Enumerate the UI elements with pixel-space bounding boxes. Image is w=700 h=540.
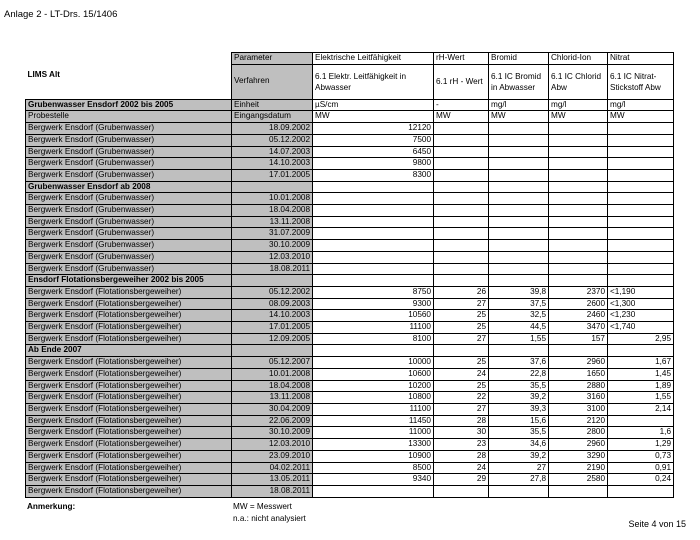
table-row — [26, 263, 674, 275]
nitrat-cell: 0,91 — [608, 462, 674, 474]
rh-wert-cell: 22 — [434, 392, 489, 404]
leitfaehigkeit-cell — [313, 193, 434, 205]
nitrat-cell: <1,190 — [608, 286, 674, 298]
rh-wert-cell — [434, 169, 489, 181]
rh-wert-cell — [434, 134, 489, 146]
chlorid-cell: 1650 — [549, 368, 608, 380]
eingangsdatum-cell: 05.12.2007 — [232, 357, 313, 369]
rh-wert-cell — [434, 123, 489, 135]
chlorid-cell: 3100 — [549, 403, 608, 415]
leitfaehigkeit-cell: 9340 — [313, 474, 434, 486]
bromid-cell — [489, 240, 549, 252]
rh-wert-cell — [434, 216, 489, 228]
nitrat-cell — [608, 485, 674, 497]
nitrat-cell: 1,89 — [608, 380, 674, 392]
probestelle-cell: Bergwerk Ensdorf (Flotationsbergeweiher) — [26, 403, 232, 415]
rh-wert-cell: 27 — [434, 298, 489, 310]
chlorid-cell: 2960 — [549, 357, 608, 369]
nitrat-cell — [608, 169, 674, 181]
nitrat-cell: 0,24 — [608, 474, 674, 486]
probestelle-cell: Bergwerk Ensdorf (Flotationsbergeweiher) — [26, 439, 232, 451]
einheit-col-chlorid: mg/l — [549, 99, 608, 111]
nitrat-cell — [608, 134, 674, 146]
eingangsdatum-cell: 10.01.2008 — [232, 368, 313, 380]
param-col-nitrat: Nitrat — [608, 53, 674, 65]
table-row — [26, 216, 674, 228]
table-row — [26, 462, 674, 474]
rh-wert-cell: 25 — [434, 322, 489, 334]
leitfaehigkeit-cell: 11100 — [313, 403, 434, 415]
bromid-cell: 34,6 — [489, 439, 549, 451]
einheit-col-bromid: mg/l — [489, 99, 549, 111]
eingangsdatum-cell: 12.03.2010 — [232, 439, 313, 451]
chlorid-cell — [549, 216, 608, 228]
eingangsdatum-cell: 17.01.2005 — [232, 169, 313, 181]
chlorid-cell — [549, 134, 608, 146]
eingangsdatum-cell: 23.09.2010 — [232, 450, 313, 462]
nitrat-cell: 1,55 — [608, 392, 674, 404]
bromid-cell: 32,5 — [489, 310, 549, 322]
eingangsdatum-cell: 30.04.2009 — [232, 403, 313, 415]
leitfaehigkeit-cell — [313, 263, 434, 275]
probestelle-cell: Bergwerk Ensdorf (Grubenwasser) — [26, 134, 232, 146]
param-col-bromid: Bromid — [489, 53, 549, 65]
eingangsdatum-cell: 17.01.2005 — [232, 322, 313, 334]
mw-col-bromid: MW — [489, 111, 549, 123]
rh-wert-cell — [434, 158, 489, 170]
probestelle-cell: Bergwerk Ensdorf (Flotationsbergeweiher) — [26, 474, 232, 486]
rh-wert-cell: 28 — [434, 450, 489, 462]
bromid-cell — [489, 251, 549, 263]
table-row — [26, 240, 674, 252]
nitrat-cell — [608, 216, 674, 228]
probestelle-cell: Bergwerk Ensdorf (Grubenwasser) — [26, 123, 232, 135]
leitfaehigkeit-cell: 8100 — [313, 333, 434, 345]
eingangsdatum-cell: 22.06.2009 — [232, 415, 313, 427]
probestelle-cell: Bergwerk Ensdorf (Grubenwasser) — [26, 193, 232, 205]
eingangsdatum-cell: 13.05.2011 — [232, 474, 313, 486]
rh-wert-cell — [434, 205, 489, 217]
probestelle-cell: Bergwerk Ensdorf (Flotationsbergeweiher) — [26, 392, 232, 404]
rh-wert-cell — [434, 251, 489, 263]
rh-wert-cell — [434, 263, 489, 275]
param-col-leitfaehigkeit: Elektrische Leitfähigkeit — [313, 53, 434, 65]
eingangsdatum-cell: 13.11.2008 — [232, 392, 313, 404]
lims-label-cell — [26, 53, 232, 100]
rh-wert-cell: 25 — [434, 357, 489, 369]
table-row — [26, 322, 674, 334]
table-row — [26, 123, 674, 135]
nitrat-cell: 1,67 — [608, 357, 674, 369]
section-empty-cell — [434, 275, 489, 287]
section-row — [26, 345, 674, 357]
section-date-cell — [232, 275, 313, 287]
chlorid-cell: 3160 — [549, 392, 608, 404]
notes-label: Anmerkung: — [27, 502, 76, 511]
rh-wert-cell — [434, 485, 489, 497]
eingangsdatum-cell: 30.10.2009 — [232, 240, 313, 252]
rh-wert-cell — [434, 240, 489, 252]
probestelle-cell: Bergwerk Ensdorf (Flotationsbergeweiher) — [26, 357, 232, 369]
table-row — [26, 474, 674, 486]
leitfaehigkeit-cell: 11450 — [313, 415, 434, 427]
table-row — [26, 380, 674, 392]
bromid-cell: 22,8 — [489, 368, 549, 380]
eingangsdatum-cell: 31.07.2009 — [232, 228, 313, 240]
param-col-chlorid: Chlorid-Ion — [549, 53, 608, 65]
leitfaehigkeit-cell — [313, 216, 434, 228]
probestelle-cell: Bergwerk Ensdorf (Grubenwasser) — [26, 228, 232, 240]
table-row — [26, 368, 674, 380]
probestelle-cell: Bergwerk Ensdorf (Flotationsbergeweiher) — [26, 322, 232, 334]
table-row — [26, 286, 674, 298]
rh-wert-cell: 27 — [434, 333, 489, 345]
verfahren-col-leitfaehigkeit: 6.1 Elektr. Leitfähigkeit in Abwasser — [313, 64, 434, 99]
chlorid-cell: 2880 — [549, 380, 608, 392]
table-row — [26, 251, 674, 263]
section-empty-cell — [434, 181, 489, 193]
leitfaehigkeit-cell: 12120 — [313, 123, 434, 135]
nitrat-cell — [608, 123, 674, 135]
rh-wert-cell — [434, 146, 489, 158]
chlorid-cell: 2370 — [549, 286, 608, 298]
nitrat-cell — [608, 228, 674, 240]
eingangsdatum-cell: 18.04.2008 — [232, 380, 313, 392]
table-row — [26, 228, 674, 240]
notes-line-na: n.a.: nicht analysiert — [233, 514, 306, 523]
rh-wert-cell: 23 — [434, 439, 489, 451]
chlorid-cell — [549, 251, 608, 263]
probestelle-cell: Bergwerk Ensdorf (Flotationsbergeweiher) — [26, 462, 232, 474]
rh-wert-cell: 28 — [434, 415, 489, 427]
section-row — [26, 181, 674, 193]
probestelle-cell: Bergwerk Ensdorf (Grubenwasser) — [26, 240, 232, 252]
bromid-cell: 37,6 — [489, 357, 549, 369]
chlorid-cell — [549, 263, 608, 275]
bromid-cell — [489, 158, 549, 170]
einheit-col-rh-wert: - — [434, 99, 489, 111]
section-empty-cell — [313, 275, 434, 287]
leitfaehigkeit-cell: 8500 — [313, 462, 434, 474]
bromid-cell — [489, 169, 549, 181]
probestelle-cell: Bergwerk Ensdorf (Grubenwasser) — [26, 146, 232, 158]
leitfaehigkeit-cell: 8750 — [313, 286, 434, 298]
leitfaehigkeit-cell — [313, 228, 434, 240]
probestelle-cell: Bergwerk Ensdorf (Grubenwasser) — [26, 251, 232, 263]
eingangsdatum-cell: 18.08.2011 — [232, 263, 313, 275]
nitrat-cell: 1,29 — [608, 439, 674, 451]
leitfaehigkeit-cell: 9800 — [313, 158, 434, 170]
bromid-cell — [489, 205, 549, 217]
probestelle-label: Probestelle — [26, 111, 232, 123]
mw-col-rh-wert: MW — [434, 111, 489, 123]
section-heading: Ab Ende 2007 — [26, 345, 232, 357]
nitrat-cell: <1,740 — [608, 322, 674, 334]
header-row-probestelle — [26, 111, 674, 123]
probestelle-cell: Bergwerk Ensdorf (Flotationsbergeweiher) — [26, 450, 232, 462]
bromid-cell: 35,5 — [489, 427, 549, 439]
leitfaehigkeit-cell: 6450 — [313, 146, 434, 158]
verfahren-label: Verfahren — [232, 64, 313, 99]
table-row — [26, 298, 674, 310]
probestelle-cell: Bergwerk Ensdorf (Flotationsbergeweiher) — [26, 380, 232, 392]
rh-wert-cell: 27 — [434, 403, 489, 415]
bromid-cell: 1,55 — [489, 333, 549, 345]
section-empty-cell — [608, 275, 674, 287]
bromid-cell: 39,2 — [489, 392, 549, 404]
page-number: Seite 4 von 15 — [628, 519, 686, 529]
eingangsdatum-cell: 12.03.2010 — [232, 251, 313, 263]
probestelle-cell: Bergwerk Ensdorf (Flotationsbergeweiher) — [26, 286, 232, 298]
eingangsdatum-cell: 05.12.2002 — [232, 134, 313, 146]
chlorid-cell: 2960 — [549, 439, 608, 451]
verfahren-col-chlorid: 6.1 IC Chlorid Abw — [549, 64, 608, 99]
chlorid-cell — [549, 205, 608, 217]
section-empty-cell — [313, 181, 434, 193]
table-row — [26, 333, 674, 345]
section-empty-cell — [549, 181, 608, 193]
leitfaehigkeit-cell: 9300 — [313, 298, 434, 310]
section-heading: Grubenwasser Ensdorf 2002 bis 2005 — [26, 99, 232, 111]
nitrat-cell: 2,95 — [608, 333, 674, 345]
rh-wert-cell: 30 — [434, 427, 489, 439]
section-empty-cell — [549, 345, 608, 357]
bromid-cell: 39,2 — [489, 450, 549, 462]
nitrat-cell: 2,14 — [608, 403, 674, 415]
bromid-cell: 37,5 — [489, 298, 549, 310]
chlorid-cell — [549, 146, 608, 158]
table-row — [26, 146, 674, 158]
eingangsdatum-cell: 30.10.2009 — [232, 427, 313, 439]
chlorid-cell — [549, 123, 608, 135]
probestelle-cell: Bergwerk Ensdorf (Flotationsbergeweiher) — [26, 298, 232, 310]
chlorid-cell: 3290 — [549, 450, 608, 462]
section-date-cell — [232, 181, 313, 193]
section-empty-cell — [434, 345, 489, 357]
rh-wert-cell — [434, 228, 489, 240]
probestelle-cell: Bergwerk Ensdorf (Flotationsbergeweiher) — [26, 427, 232, 439]
section-heading: Ensdorf Flotationsbergeweiher 2002 bis 2005 — [26, 275, 232, 287]
chlorid-cell: 2120 — [549, 415, 608, 427]
table-row — [26, 485, 674, 497]
probestelle-cell: Bergwerk Ensdorf (Flotationsbergeweiher) — [26, 415, 232, 427]
eingangsdatum-label: Eingangsdatum — [232, 111, 313, 123]
chlorid-cell: 2800 — [549, 427, 608, 439]
nitrat-cell — [608, 415, 674, 427]
rh-wert-cell: 29 — [434, 474, 489, 486]
leitfaehigkeit-cell: 13300 — [313, 439, 434, 451]
nitrat-cell — [608, 146, 674, 158]
leitfaehigkeit-cell — [313, 240, 434, 252]
table-row — [26, 310, 674, 322]
probestelle-cell: Bergwerk Ensdorf (Grubenwasser) — [26, 205, 232, 217]
chlorid-cell: 2190 — [549, 462, 608, 474]
eingangsdatum-cell: 14.07.2003 — [232, 146, 313, 158]
einheit-label: Einheit — [232, 99, 313, 111]
eingangsdatum-cell: 04.02.2011 — [232, 462, 313, 474]
eingangsdatum-cell: 14.10.2003 — [232, 158, 313, 170]
probestelle-cell: Bergwerk Ensdorf (Flotationsbergeweiher) — [26, 333, 232, 345]
header-row-einheit — [26, 99, 674, 111]
verfahren-col-nitrat: 6.1 IC Nitrat-Stickstoff Abw — [608, 64, 674, 99]
nitrat-cell — [608, 263, 674, 275]
rh-wert-cell: 25 — [434, 310, 489, 322]
table-row — [26, 158, 674, 170]
table-row — [26, 169, 674, 181]
nitrat-cell: <1,300 — [608, 298, 674, 310]
leitfaehigkeit-cell: 8300 — [313, 169, 434, 181]
bromid-cell: 15,6 — [489, 415, 549, 427]
table-row — [26, 439, 674, 451]
eingangsdatum-cell: 13.11.2008 — [232, 216, 313, 228]
leitfaehigkeit-cell: 10900 — [313, 450, 434, 462]
bromid-cell — [489, 228, 549, 240]
rh-wert-cell: 25 — [434, 380, 489, 392]
probestelle-cell: Bergwerk Ensdorf (Flotationsbergeweiher) — [26, 485, 232, 497]
bromid-cell: 39,3 — [489, 403, 549, 415]
chlorid-cell: 2460 — [549, 310, 608, 322]
parameter-label: Parameter — [232, 53, 313, 65]
table-row — [26, 427, 674, 439]
leitfaehigkeit-cell: 10600 — [313, 368, 434, 380]
section-row — [26, 275, 674, 287]
table-row — [26, 403, 674, 415]
leitfaehigkeit-cell — [313, 485, 434, 497]
nitrat-cell — [608, 240, 674, 252]
einheit-col-leitfaehigkeit: µS/cm — [313, 99, 434, 111]
nitrat-cell: 0,73 — [608, 450, 674, 462]
table-row — [26, 205, 674, 217]
lims-data-table — [25, 52, 674, 498]
lims-label: LIMS Alt — [27, 70, 60, 80]
eingangsdatum-cell: 14.10.2003 — [232, 310, 313, 322]
chlorid-cell — [549, 240, 608, 252]
probestelle-cell: Bergwerk Ensdorf (Grubenwasser) — [26, 158, 232, 170]
bromid-cell — [489, 134, 549, 146]
chlorid-cell: 2600 — [549, 298, 608, 310]
bromid-cell: 27 — [489, 462, 549, 474]
rh-wert-cell: 24 — [434, 462, 489, 474]
mw-col-chlorid: MW — [549, 111, 608, 123]
table-row — [26, 415, 674, 427]
leitfaehigkeit-cell: 11000 — [313, 427, 434, 439]
table-row — [26, 357, 674, 369]
nitrat-cell — [608, 158, 674, 170]
probestelle-cell: Bergwerk Ensdorf (Grubenwasser) — [26, 216, 232, 228]
bromid-cell: 39,8 — [489, 286, 549, 298]
chlorid-cell — [549, 228, 608, 240]
leitfaehigkeit-cell: 10000 — [313, 357, 434, 369]
header-row-parameter — [26, 53, 674, 65]
bromid-cell — [489, 485, 549, 497]
param-col-rh-wert: rH-Wert — [434, 53, 489, 65]
nitrat-cell: 1,45 — [608, 368, 674, 380]
leitfaehigkeit-cell — [313, 205, 434, 217]
bromid-cell — [489, 193, 549, 205]
nitrat-cell: <1,230 — [608, 310, 674, 322]
bromid-cell: 35,5 — [489, 380, 549, 392]
bromid-cell — [489, 123, 549, 135]
probestelle-cell: Bergwerk Ensdorf (Flotationsbergeweiher) — [26, 368, 232, 380]
table-row — [26, 134, 674, 146]
table-row — [26, 450, 674, 462]
chlorid-cell — [549, 158, 608, 170]
probestelle-cell: Bergwerk Ensdorf (Grubenwasser) — [26, 263, 232, 275]
bromid-cell — [489, 263, 549, 275]
bromid-cell: 27,8 — [489, 474, 549, 486]
section-empty-cell — [489, 345, 549, 357]
leitfaehigkeit-cell: 10200 — [313, 380, 434, 392]
leitfaehigkeit-cell: 10800 — [313, 392, 434, 404]
section-empty-cell — [608, 345, 674, 357]
nitrat-cell: 1,6 — [608, 427, 674, 439]
nitrat-cell — [608, 205, 674, 217]
eingangsdatum-cell: 12.09.2005 — [232, 333, 313, 345]
table-row — [26, 392, 674, 404]
nitrat-cell — [608, 193, 674, 205]
section-heading: Grubenwasser Ensdorf ab 2008 — [26, 181, 232, 193]
eingangsdatum-cell: 18.04.2008 — [232, 205, 313, 217]
mw-col-leitfaehigkeit: MW — [313, 111, 434, 123]
document-header-note: Anlage 2 - LT-Drs. 15/1406 — [4, 9, 118, 20]
chlorid-cell: 2580 — [549, 474, 608, 486]
leitfaehigkeit-cell: 11100 — [313, 322, 434, 334]
notes-line-mw: MW = Messwert — [233, 502, 292, 511]
leitfaehigkeit-cell — [313, 251, 434, 263]
leitfaehigkeit-cell: 10560 — [313, 310, 434, 322]
mw-col-nitrat: MW — [608, 111, 674, 123]
probestelle-cell: Bergwerk Ensdorf (Flotationsbergeweiher) — [26, 310, 232, 322]
rh-wert-cell — [434, 193, 489, 205]
section-empty-cell — [489, 275, 549, 287]
bromid-cell — [489, 216, 549, 228]
section-date-cell — [232, 345, 313, 357]
bromid-cell: 44,5 — [489, 322, 549, 334]
section-empty-cell — [608, 181, 674, 193]
table-row — [26, 193, 674, 205]
chlorid-cell — [549, 193, 608, 205]
chlorid-cell — [549, 169, 608, 181]
verfahren-col-rh-wert: 6.1 rH - Wert — [434, 64, 489, 99]
rh-wert-cell: 24 — [434, 368, 489, 380]
chlorid-cell: 3470 — [549, 322, 608, 334]
nitrat-cell — [608, 251, 674, 263]
eingangsdatum-cell: 18.08.2011 — [232, 485, 313, 497]
probestelle-cell: Bergwerk Ensdorf (Grubenwasser) — [26, 169, 232, 181]
section-empty-cell — [549, 275, 608, 287]
leitfaehigkeit-cell: 7500 — [313, 134, 434, 146]
section-empty-cell — [489, 181, 549, 193]
einheit-col-nitrat: mg/l — [608, 99, 674, 111]
rh-wert-cell: 26 — [434, 286, 489, 298]
chlorid-cell — [549, 485, 608, 497]
eingangsdatum-cell: 05.12.2002 — [232, 286, 313, 298]
eingangsdatum-cell: 08.09.2003 — [232, 298, 313, 310]
eingangsdatum-cell: 10.01.2008 — [232, 193, 313, 205]
section-empty-cell — [313, 345, 434, 357]
bromid-cell — [489, 146, 549, 158]
eingangsdatum-cell: 18.09.2002 — [232, 123, 313, 135]
verfahren-col-bromid: 6.1 IC Bromid in Abwasser — [489, 64, 549, 99]
chlorid-cell: 157 — [549, 333, 608, 345]
